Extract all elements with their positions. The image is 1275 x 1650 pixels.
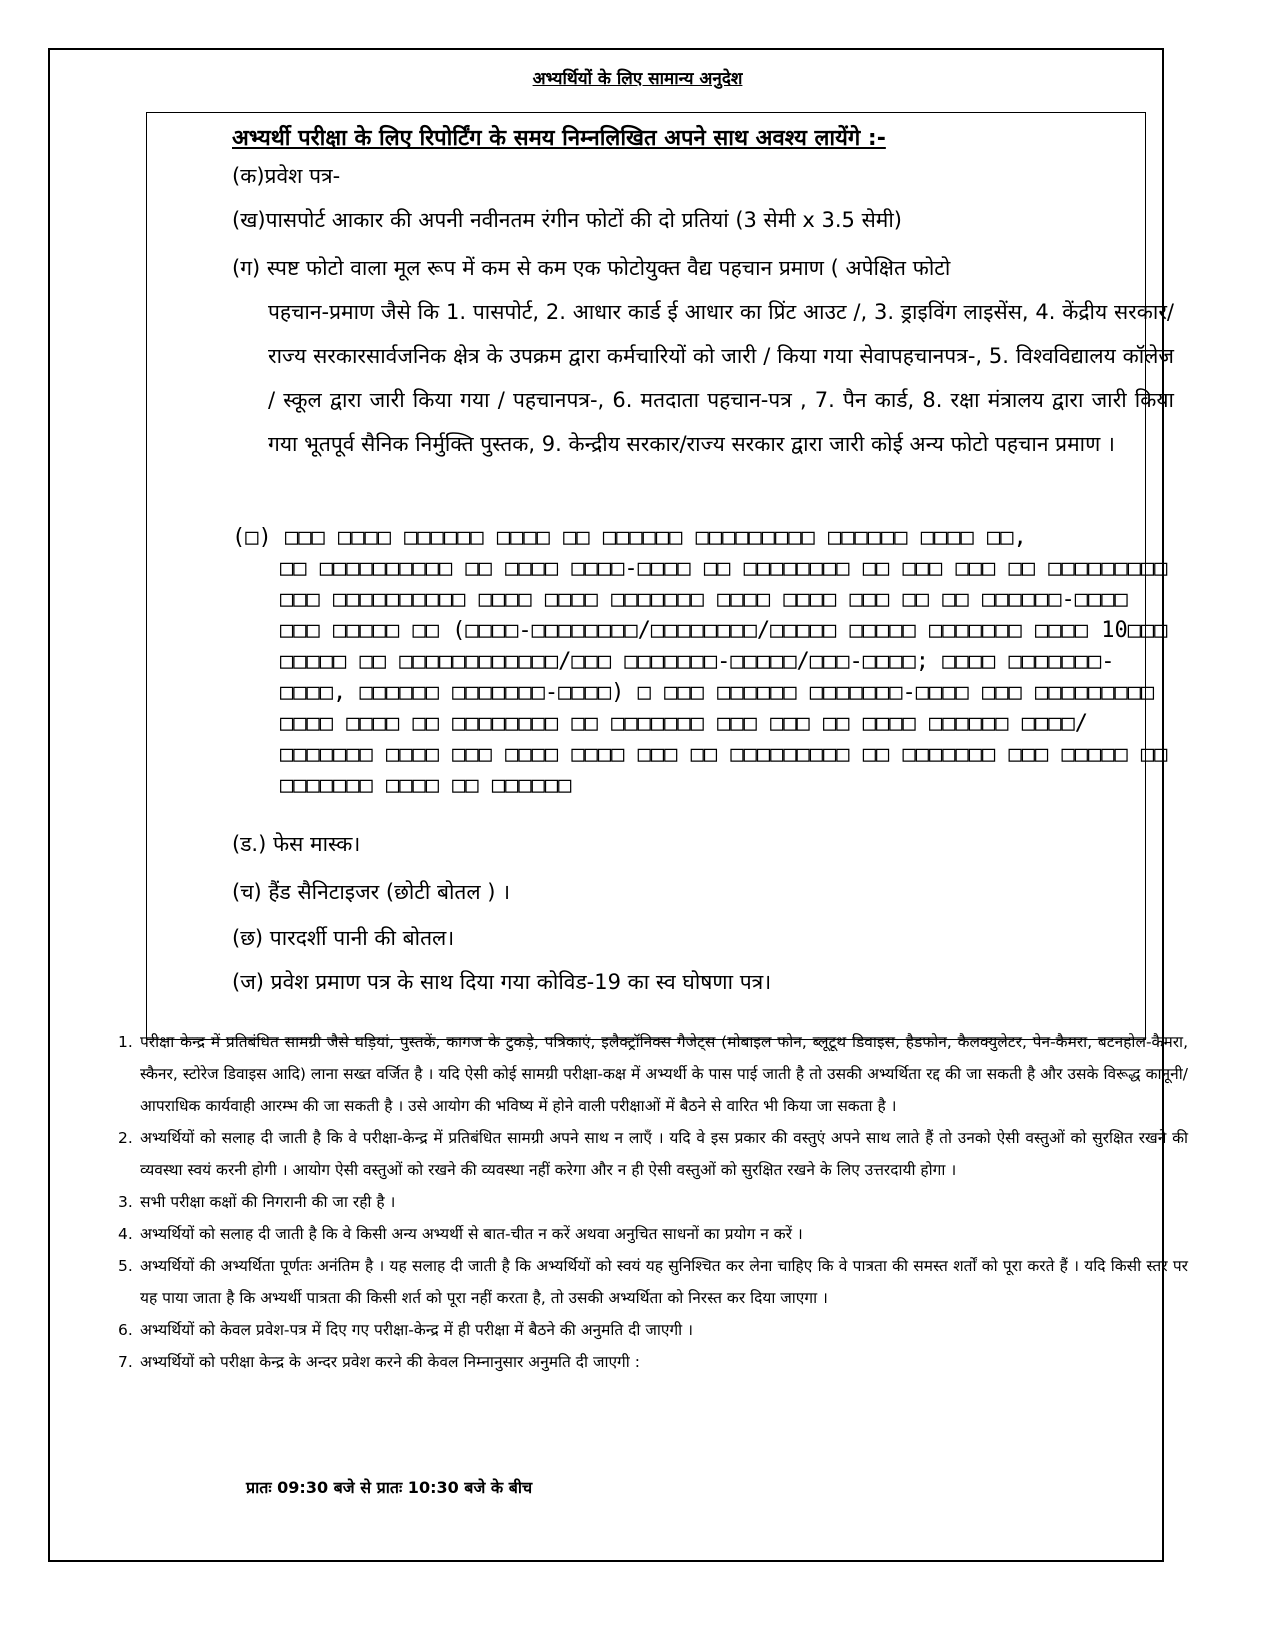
item-covid-declaration: (ज) प्रवेश प्रमाण पत्र के साथ दिया गया कोविड-19 का स्व घोषणा पत्र। — [232, 970, 772, 994]
requirements-heading: अभ्यर्थी परीक्षा के लिए रिपोर्टिंग के समय निम्नलिखित अपने साथ अवश्य लायेंगे :- — [232, 126, 886, 151]
item-face-mask: (ड.) फेस मास्क। — [232, 832, 361, 856]
page-title: अभ्यर्थियों के लिए सामान्य अनुदेश — [532, 69, 743, 89]
instruction-text: परीक्षा केन्द्र में प्रतिबंधित सामग्री जैसे घड़ियां, पुस्तकें, कागज के टुकड़े, पत्रिकाएं, इलैक्ट्रॉनिक्स गैजेट्स (मोबाइल फोन, ब्लूटूथ डिवाइस, हैडफोन, कैलक्युलेटर, पेन-कैमरा, बटनहोल-कैमरा, स्कैनर, स्टोरेज डिवाइस आदि) लाना सख्त वर्जित है । यदि ऐसी कोई सामग्री परीक्षा-कक्ष में अभ्यर्थी के पास पाई जाती है तो उसकी अभ्यर्थिता रद्द की जा सकती है और उसके विरूद्ध कानूनी/आपराधिक कार्यवाही आरम्भ की जा सकती है । उसे आयोग की भविष्य में होने वाली परीक्षाओं में बैठने से वारित भी किया जा सकता है । — [140, 1033, 1188, 1115]
instruction-item — [118, 1250, 1188, 1314]
instruction-number: 2. — [118, 1129, 133, 1147]
instruction-number: 1. — [118, 1033, 133, 1051]
instruction-text: अभ्यर्थियों की अभ्यर्थिता पूर्णतः अनंतिम है । यह सलाह दी जाती है कि अभ्यर्थियों को स्वयं यह सुनिश्चित कर लेना चाहिए कि वे पात्रता की समस्त शर्तों को पूरा करते हैं । यदि किसी स्तर पर यह पाया जाता है कि अभ्यर्थी पात्रता की किसी शर्त को पूरा नहीं करता है, तो उसकी अभ्यर्थिता को निरस्त कर दिया जाएगा । — [140, 1257, 1188, 1307]
instruction-text: सभी परीक्षा कक्षों की निगरानी की जा रही है । — [140, 1193, 396, 1211]
instruction-item — [118, 1186, 1188, 1218]
instruction-text: अभ्यर्थियों को केवल प्रवेश-पत्र में दिए गए परीक्षा-केन्द्र में ही परीक्षा में बैठने की अनुमति दी जाएगी । — [140, 1321, 693, 1339]
item-garbled-text — [232, 522, 1174, 801]
item-admit-card: (क)प्रवेश पत्र- — [232, 164, 341, 188]
instruction-number: 3. — [118, 1193, 133, 1211]
instruction-text: अभ्यर्थियों को सलाह दी जाती है कि वे किसी अन्य अभ्यर्थी से बात-चीत न करें अथवा अनुचित साधनों का प्रयोग न करें । — [140, 1225, 803, 1243]
instruction-item — [118, 1122, 1188, 1186]
instruction-number: 6. — [118, 1321, 133, 1339]
item-hand-sanitizer: (च) हैंड सैनिटाइजर (छोटी बोतल ) । — [232, 880, 511, 904]
item-garbled-head: (□) □□□ □□□□ □□□□□□ □□□□ □□ □□□□□□ □□□□□□□□□ □□□□□□ □□□□ □□, — [232, 525, 1027, 550]
item-water-bottle: (छ) पारदर्शी पानी की बोतल। — [232, 926, 455, 950]
instruction-number: 7. — [118, 1353, 133, 1371]
instruction-item — [118, 1026, 1188, 1122]
item-photo-id-list: पहचान-प्रमाण जैसे कि 1. पासपोर्ट, 2. आधार कार्ड ई आधार का प्रिंट आउट /, 3. ड्राइविंग लाइसेंस, 4. केंद्रीय सरकार/राज्य सरकारसार्वजनिक क्षेत्र के उपक्रम द्वारा कर्मचारियों को जारी / किया गया सेवापहचानपत्र-, 5. विश्वविद्यालय कॉलेज / स्कूल द्वारा जारी किया गया / पहचानपत्र-, 6. मतदाता पहचान-पत्र , 7. पैन कार्ड, 8. रक्षा मंत्रालय द्वारा जारी किया गया भूतपूर्व सैनिक निर्मुक्ति पुस्तक, 9. केन्द्रीय सरकार/राज्य सरकार द्वारा जारी कोई अन्य फोटो पहचान प्रमाण । — [268, 300, 1174, 456]
instruction-item — [118, 1218, 1188, 1250]
instruction-number: 5. — [118, 1257, 133, 1275]
item-photo-id-head: (ग) स्पष्ट फोटो वाला मूल रूप में कम से कम एक फोटोयुक्त वैद्य पहचान प्रमाण ( अपेक्षित फोटो — [232, 256, 951, 280]
instruction-text: अभ्यर्थियों को परीक्षा केन्द्र के अन्दर प्रवेश करने की केवल निम्नानुसार अनुमति दी जाएगी : — [140, 1353, 640, 1371]
item-photographs: (ख)पासपोर्ट आकार की अपनी नवीनतम रंगीन फोटों की दो प्रतियां (3 सेमी x 3.5 सेमी) — [232, 208, 902, 232]
instruction-item — [118, 1314, 1188, 1346]
item-photo-id — [232, 246, 1174, 466]
instructions-list — [118, 1026, 1188, 1378]
instruction-number: 4. — [118, 1225, 133, 1243]
instruction-text: अभ्यर्थियों को सलाह दी जाती है कि वे परीक्षा-केन्द्र में प्रतिबंधित सामग्री अपने साथ न लाएँ । यदि वे इस प्रकार की वस्तुएं अपने साथ लाते हैं तो उनको ऐसी वस्तुओं को सुरक्षित रखने की व्यवस्था स्वयं करनी होगी । आयोग ऐसी वस्तुओं को रखने की व्यवस्था नहीं करेगा और न ही ऐसी वस्तुओं को सुरक्षित रखने के लिए उत्तरदायी होगा । — [140, 1129, 1188, 1179]
reporting-time: प्रातः 09:30 बजे से प्रातः 10:30 बजे के बीच — [246, 1478, 533, 1497]
instruction-item — [118, 1346, 1188, 1378]
item-garbled-body: □□ □□□□□□□□□□ □□ □□□□ □□□□-□□□□ □□ □□□□□□□□ □□ □□□ □□□ □□ □□□□□□□□□ □□□ □□□□□□□□□□ □□□□ □□□□ □□□□□□□ □□□□ □□□□ □□□ □□ □□ □□□□□□-□□□□ □□□ □□□□□ □□ (□□□□-□□□□□□□□/□□□□□□□□/□□□□□ □□□□□ □□□□□□□ □□□□ 10□□□ □□□□□ □□ □□□□□□□□□□□□/□□□ □□□□□□□-□□□□□/□□□-□□□□; □□□□ □□□□□□□-□□□□, □□□□□□ □□□□□□□-□□□□) □ □□□ □□□□□□ □□□□□□□-□□□□ □□□ □□□□□□□□□ □□□□ □□□□ □□ □□□□□□□□ □□ □□□□□□□ □□□ □□□ □□ □□□□ □□□□□□ □□□□/□□□□□□□ □□□□ □□□ □□□□ □□□□ □□□ □□ □□□□□□□□□ □□ □□□□□□□ □□□ □□□□□ □□ □□□□□□□ □□□□ □□ □□□□□□ — [280, 556, 1168, 798]
